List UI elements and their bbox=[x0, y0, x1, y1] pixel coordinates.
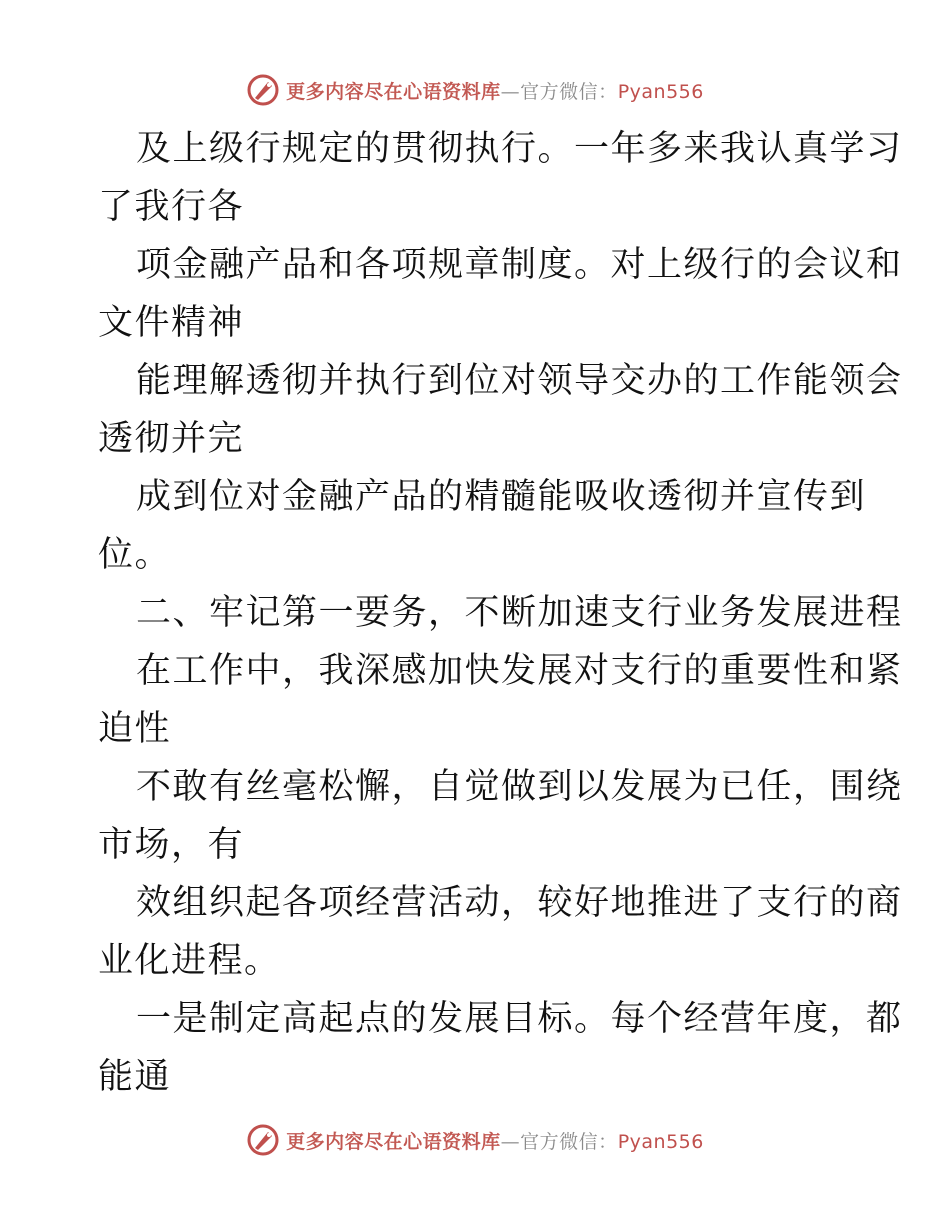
banner-site-name: 更多内容尽在心语资料库 bbox=[286, 1130, 501, 1153]
banner-text bbox=[286, 77, 704, 104]
text-line: 文件精神 bbox=[98, 303, 245, 343]
banner-wechat-id: Pyan556 bbox=[617, 1130, 704, 1153]
text-line: 及上级行规定的贯彻执行。一年多来我认真学习 bbox=[136, 129, 903, 169]
text-line: 市场，有 bbox=[98, 825, 245, 865]
text-line: 二、牢记第一要务，不断加速支行业务发展进程 bbox=[136, 593, 903, 633]
banner-dash: — bbox=[500, 1130, 521, 1153]
text-line: 业化进程。 bbox=[98, 941, 281, 981]
text-line: 在工作中，我深感加快发展对支行的重要性和紧 bbox=[136, 651, 903, 691]
text-line: 不敢有丝毫松懈，自觉做到以发展为已任，围绕 bbox=[136, 767, 903, 807]
text-line: 项金融产品和各项规章制度。对上级行的会议和 bbox=[136, 245, 903, 285]
text-line: 位。 bbox=[98, 535, 172, 575]
banner-wechat-label: 官方微信： bbox=[520, 80, 618, 103]
text-line: 能通 bbox=[98, 1057, 172, 1097]
pen-nib-logo-icon bbox=[246, 1123, 280, 1157]
text-line: 透彻并完 bbox=[98, 419, 245, 459]
text-line: 能理解透彻并执行到位对领导交办的工作能领会 bbox=[136, 361, 903, 401]
document-body bbox=[98, 120, 903, 1106]
text-line: 一是制定高起点的发展目标。每个经营年度，都 bbox=[136, 999, 903, 1039]
text-line: 成到位对金融产品的精髓能吸收透彻并宣传到 bbox=[136, 477, 867, 517]
text-line: 迫性 bbox=[98, 709, 172, 749]
banner-text bbox=[286, 1127, 704, 1154]
text-line: 效组织起各项经营活动，较好地推进了支行的商 bbox=[136, 883, 903, 923]
text-line: 了我行各 bbox=[98, 187, 245, 227]
banner-wechat-id: Pyan556 bbox=[617, 80, 704, 103]
pen-nib-logo-icon bbox=[246, 73, 280, 107]
banner-wechat-label: 官方微信： bbox=[520, 1130, 618, 1153]
footer-banner bbox=[0, 1120, 950, 1160]
banner-site-name: 更多内容尽在心语资料库 bbox=[286, 80, 501, 103]
header-banner bbox=[0, 70, 950, 110]
banner-dash: — bbox=[500, 80, 521, 103]
